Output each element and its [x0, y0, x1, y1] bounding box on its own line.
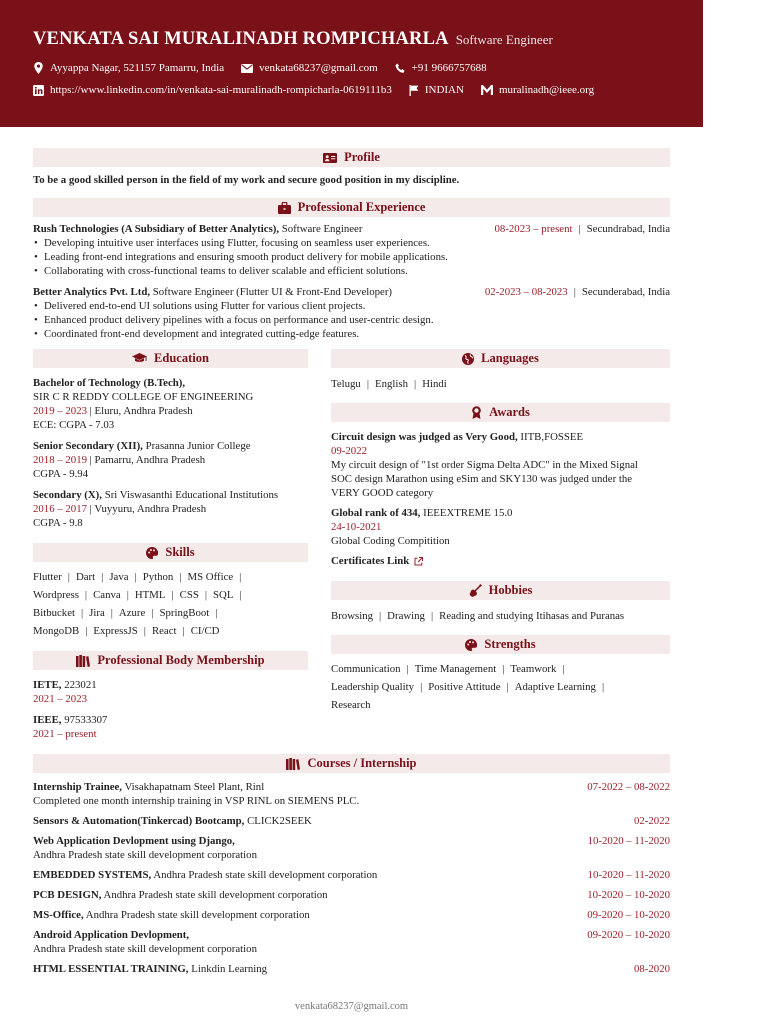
courses-heading: [33, 754, 670, 773]
job-role: Software Engineer (Flutter UI & Front-End Developer): [152, 286, 393, 298]
award-entry: [331, 430, 670, 500]
education-degree: Bachelor of Technology (B.Tech),: [33, 377, 186, 389]
education-degree: Senior Secondary (XII),: [33, 440, 143, 452]
course-org: Andhra Pradesh state skill development corporation: [153, 869, 378, 881]
education-dates: 2016 – 2017: [33, 503, 87, 515]
separator: |: [67, 571, 70, 583]
membership-heading: [33, 651, 308, 670]
course-name: HTML ESSENTIAL TRAINING,: [33, 963, 189, 975]
skill-item: Wordpress: [33, 589, 79, 601]
membership-org: IEEE,: [33, 714, 62, 726]
course-entry: [33, 814, 670, 828]
hobbies-heading: [331, 581, 670, 600]
address-item: [33, 62, 224, 74]
course-header: [33, 868, 670, 882]
hobby-item: Drawing: [387, 610, 425, 622]
course-dates: 07-2022 – 08-2022: [587, 781, 670, 793]
experience-heading: [33, 198, 670, 217]
education-place: Pamarru, Andhra Pradesh: [94, 454, 206, 466]
course-dates: 10-2020 – 10-2020: [587, 889, 670, 901]
course-dates: 09-2020 – 10-2020: [587, 909, 670, 921]
skill-item: Bitbucket: [33, 607, 75, 619]
course-header: [33, 834, 670, 848]
strength-item-row: [331, 696, 670, 714]
job-bullet: • Leading front-end integrations and ensuring smooth product delivery for mobile applications.: [33, 250, 670, 264]
languages-heading: [331, 349, 670, 368]
strength-item: Communication: [331, 663, 401, 675]
course-entry: [33, 780, 670, 808]
course-entry: [33, 928, 670, 956]
job-entry: [33, 285, 670, 341]
mail-m-icon: [481, 85, 493, 95]
skill-item: Java: [109, 571, 129, 583]
job-bullet: • Coordinated front-end development and integrated cutting-edge features.: [33, 327, 670, 341]
certificates-link[interactable]: [331, 554, 670, 568]
strength-item: Time Management: [414, 663, 497, 675]
courses-section: [33, 754, 670, 982]
contact-row-1: [33, 62, 703, 74]
skill-item: Canva: [93, 589, 121, 601]
certificates-link-label[interactable]: Certificates Link: [331, 555, 410, 567]
award-name: Global rank of 434,: [331, 507, 421, 519]
education-place: Vuyyuru, Andhra Pradesh: [94, 503, 207, 515]
course-header: [33, 814, 670, 828]
job-company: Better Analytics Pvt. Ltd,: [33, 286, 151, 298]
guitar-icon: [469, 584, 482, 597]
hobbies-list: Browsing | Drawing | Reading and studying Itihasas and Puranas: [331, 610, 625, 622]
course-description: Completed one month internship training in VSP RINL on SIEMENS PLC.: [33, 795, 360, 807]
hobbies-section: [331, 581, 670, 623]
strengths-title: Strengths: [484, 637, 536, 651]
education-institution: Prasanna Junior College: [145, 440, 251, 452]
separator: |: [239, 571, 242, 583]
strengths-list: [331, 660, 670, 714]
education-score: CGPA - 9.94: [33, 468, 89, 480]
course-name: Android Application Devlopment,: [33, 929, 190, 941]
award-by: IEEEXTREME 15.0: [423, 507, 513, 519]
course-dates: 09-2020 – 10-2020: [587, 929, 670, 941]
course-description: Andhra Pradesh state skill development corporation: [33, 849, 257, 861]
course-header: [33, 928, 670, 942]
language-item: Hindi: [422, 378, 447, 390]
skill-item: Python: [142, 571, 174, 583]
skill-item: Dart: [75, 571, 96, 583]
membership-dates: 2021 – 2023: [33, 693, 87, 705]
separator: |: [134, 571, 137, 583]
education-heading: [33, 349, 308, 368]
external-link-icon[interactable]: [414, 557, 423, 566]
membership-entry: [33, 678, 308, 706]
separator: |: [502, 663, 505, 675]
award-name: Circuit design was judged as Very Good,: [331, 431, 518, 443]
strength-item: Positive Attitude: [428, 681, 501, 693]
candidate-role: Software Engineer: [455, 32, 553, 47]
skill-item-row: [33, 568, 308, 586]
course-org: Visakhapatnam Steel Plant, Rinl: [124, 781, 265, 793]
experience-section: [33, 198, 670, 341]
separator: |: [562, 663, 565, 675]
skill-item: SpringBoot: [159, 607, 210, 619]
course-name: Internship Trainee,: [33, 781, 122, 793]
resume-header: [0, 0, 703, 127]
job-location: Secunderabad, India: [581, 286, 670, 298]
award-date: 24-10-2021: [331, 521, 382, 533]
education-place: Eluru, Andhra Pradesh: [94, 405, 193, 417]
course-org: Linkdin Learning: [191, 963, 268, 975]
skill-item-row: [33, 586, 308, 604]
job-bullet: • Enhanced product delivery pipelines with a focus on performance and user-centric design.: [33, 313, 670, 327]
membership-dates: 2021 – present: [33, 728, 97, 740]
awards-title: Awards: [489, 405, 530, 419]
separator: |: [239, 589, 242, 601]
profile-heading: [33, 148, 670, 167]
separator: |: [80, 607, 84, 619]
skill-item: CSS: [179, 589, 199, 601]
membership-section: [33, 651, 308, 741]
courses-list: [33, 780, 670, 976]
award-desc: My circuit design of "1st order Sigma Delta ADC" in the Mixed Signal: [331, 459, 638, 471]
language-item: English: [375, 378, 409, 390]
course-name: PCB DESIGN,: [33, 889, 102, 901]
separator: |: [143, 625, 146, 637]
skill-item: ExpressJS: [93, 625, 138, 637]
course-header: [33, 780, 670, 794]
books-icon: [76, 655, 90, 667]
education-institution: Sri Viswasanthi Educational Institutions: [104, 489, 279, 501]
nationality-item: [409, 84, 464, 96]
awards-section: [331, 403, 670, 568]
job-dates: 08-2023 – present: [494, 223, 573, 235]
education-institution: SIR C R REDDY COLLEGE OF ENGINEERING: [33, 391, 254, 403]
separator: |: [215, 607, 218, 619]
education-section: [33, 349, 308, 530]
awards-heading: [331, 403, 670, 422]
strength-item-row: [331, 678, 670, 696]
course-header: [33, 888, 670, 902]
separator: |: [85, 625, 88, 637]
course-header: [33, 962, 670, 976]
award-by: IITB,FOSSEE: [520, 431, 584, 443]
education-score: CGPA - 9.8: [33, 517, 83, 529]
skill-item: HTML: [134, 589, 166, 601]
separator: |: [182, 625, 185, 637]
profile-title: Profile: [344, 150, 380, 164]
membership-title: Professional Body Membership: [97, 653, 265, 667]
course-entry: [33, 834, 670, 862]
strengths-heading: [331, 635, 670, 654]
hobbies-title: Hobbies: [488, 583, 533, 597]
skill-item: Jira: [89, 607, 105, 619]
profile-section: [33, 148, 670, 187]
skill-item-row: [33, 622, 308, 640]
skills-title: Skills: [165, 545, 195, 559]
strength-item: Research: [331, 699, 371, 711]
strength-item: Teamwork: [510, 663, 557, 675]
course-entry: [33, 888, 670, 902]
separator: |: [506, 681, 509, 693]
course-entry: [33, 908, 670, 922]
skill-item: Azure: [118, 607, 146, 619]
profile-text: To be a good skilled person in the field of my work and secure good position in my discipline.: [33, 174, 460, 186]
course-entry: [33, 962, 670, 976]
course-org: Andhra Pradesh state skill development corporation: [85, 909, 310, 921]
job-entry: [33, 222, 670, 278]
separator: |: [420, 681, 423, 693]
job-bullet: • Delivered end-to-end UI solutions using Flutter for various client projects.: [33, 299, 670, 313]
course-name: MS-Office,: [33, 909, 84, 921]
course-dates: 08-2020: [634, 963, 670, 975]
separator: |: [126, 589, 129, 601]
education-title: Education: [154, 351, 209, 365]
email2-item[interactable]: [481, 84, 594, 96]
course-dates: 02-2022: [634, 815, 670, 827]
graduation-cap-icon: [132, 353, 147, 364]
skills-list: [33, 568, 308, 640]
separator: |: [101, 571, 104, 583]
experience-title: Professional Experience: [297, 200, 426, 214]
award-medal-icon: [471, 406, 482, 419]
separator: |: [179, 571, 182, 583]
award-entry: [331, 506, 670, 548]
globe-icon: [462, 353, 474, 365]
separator: |: [84, 589, 88, 601]
languages-list: Telugu | English | Hindi: [331, 378, 447, 390]
flag-icon: [409, 85, 419, 96]
award-date: 09-2022: [331, 445, 367, 457]
course-header: [33, 908, 670, 922]
separator: |: [406, 663, 409, 675]
education-score: ECE: CGPA - 7.03: [33, 419, 115, 431]
languages-section: [331, 349, 670, 391]
strength-item-row: [331, 660, 670, 678]
separator: |: [171, 589, 174, 601]
course-org: Andhra Pradesh state skill development corporation: [103, 889, 328, 901]
language-item: Telugu: [331, 378, 361, 390]
courses-title: Courses / Internship: [307, 756, 417, 770]
award-desc: SOC design Marathon using eSim and SKY130 was judged under the: [331, 473, 633, 485]
separator: |: [110, 607, 113, 619]
phone-icon: [395, 63, 406, 74]
separator: |: [151, 607, 154, 619]
education-entry: Senior Secondary (XII), Prasanna Junior College 2018 – 2019 | Pamarru, Andhra Pradesh CGPA - 9.94: [33, 439, 308, 481]
strength-item: Adaptive Learning: [514, 681, 596, 693]
skill-item: CI/CD: [190, 625, 220, 637]
education-dates: 2018 – 2019: [33, 454, 87, 466]
skill-item: Flutter: [33, 571, 62, 583]
linkedin-icon: [33, 85, 44, 96]
id-card-icon: [323, 153, 337, 163]
phone-text[interactable]: +91 9666757688: [411, 62, 487, 74]
skill-item: MongoDB: [33, 625, 80, 637]
skill-item-row: [33, 604, 308, 622]
education-entry: Bachelor of Technology (B.Tech), SIR C R REDDY COLLEGE OF ENGINEERING 2019 – 2023 | Eluru, Andhra Pradesh ECE: CGPA - 7.03: [33, 376, 308, 432]
membership-id: 97533307: [64, 714, 108, 726]
membership-entry: [33, 713, 308, 741]
nationality-text: INDIAN: [424, 84, 464, 96]
address-text: Ayyappa Nagar, 521157 Pamarru, India: [50, 62, 225, 74]
separator: |: [204, 589, 208, 601]
email2-text[interactable]: muralinadh@ieee.org: [498, 84, 595, 96]
course-description: Andhra Pradesh state skill development corporation: [33, 943, 257, 955]
palette-icon: [465, 639, 477, 651]
skills-section: [33, 543, 308, 640]
education-dates: 2019 – 2023: [33, 405, 87, 417]
name-line: [33, 29, 703, 50]
skill-item: SQL: [213, 589, 234, 601]
job-location: Secundrabad, India: [586, 223, 670, 235]
skill-item: MS Office: [187, 571, 234, 583]
education-degree: Secondary (X),: [33, 489, 102, 501]
job-bullets: [33, 236, 670, 278]
briefcase-icon: [278, 202, 291, 214]
books-icon: [286, 758, 300, 770]
course-entry: [33, 868, 670, 882]
job-company: Rush Technologies (A Subsidiary of Better Analytics),: [33, 223, 280, 235]
award-desc: VERY GOOD category: [331, 487, 434, 499]
envelope-icon: [241, 64, 253, 73]
job-role: Software Engineer: [281, 223, 363, 235]
email-text[interactable]: venkata68237@gmail.com: [259, 62, 378, 74]
skills-heading: [33, 543, 308, 562]
award-desc: Global Coding Compitition: [331, 535, 450, 547]
course-org: CLICK2SEEK: [247, 815, 312, 827]
phone-item[interactable]: [395, 62, 487, 74]
languages-title: Languages: [481, 351, 539, 365]
membership-org: IETE,: [33, 679, 62, 691]
job-bullets: [33, 299, 670, 341]
membership-id: 223021: [64, 679, 97, 691]
course-dates: 10-2020 – 11-2020: [587, 869, 670, 881]
course-name: Web Application Devlopment using Django,: [33, 835, 235, 847]
skill-item: React: [151, 625, 177, 637]
candidate-name: VENKATA SAI MURALINADH ROMPICHARLA: [33, 29, 449, 49]
job-bullet: • Collaborating with cross-functional teams to deliver scalable and efficient solutions.: [33, 264, 670, 278]
linkedin-item[interactable]: [33, 84, 392, 96]
education-entry: Secondary (X), Sri Viswasanthi Educational Institutions 2016 – 2017 | Vuyyuru, Andhra Pradesh CGPA - 9.8: [33, 488, 308, 530]
job-bullet: • Developing intuitive user interfaces using Flutter, focusing on seamless user experiences.: [33, 236, 670, 250]
job-dates: 02-2023 – 08-2023: [484, 286, 568, 298]
hobby-item: Reading and studying Itihasas and Puranas: [439, 610, 625, 622]
job-header: Better Analytics Pvt. Ltd, Software Engineer (Flutter UI & Front-End Developer) 02-2023 – 08-2023 | Secunderabad, India: [33, 286, 670, 298]
palette-icon: [146, 547, 158, 559]
footer-email: venkata68237@gmail.com: [294, 1001, 409, 1012]
course-name: Sensors & Automation(Tinkercad) Bootcamp,: [33, 815, 245, 827]
location-pin-icon: [33, 62, 44, 74]
strength-item: Leadership Quality: [331, 681, 415, 693]
hobby-item: Browsing: [331, 610, 373, 622]
course-dates: 10-2020 – 11-2020: [587, 835, 670, 847]
strengths-section: [331, 635, 670, 714]
course-name: EMBEDDED SYSTEMS,: [33, 869, 152, 881]
linkedin-url[interactable]: https://www.linkedin.com/in/venkata-sai-muralinadh-rompicharla-0619111b3: [50, 84, 392, 96]
contact-row-2: [33, 84, 703, 96]
separator: |: [601, 681, 605, 693]
email-item[interactable]: [241, 62, 378, 74]
job-header: Rush Technologies (A Subsidiary of Better Analytics), Software Engineer 08-2023 – present | Secundrabad, India: [33, 223, 670, 235]
